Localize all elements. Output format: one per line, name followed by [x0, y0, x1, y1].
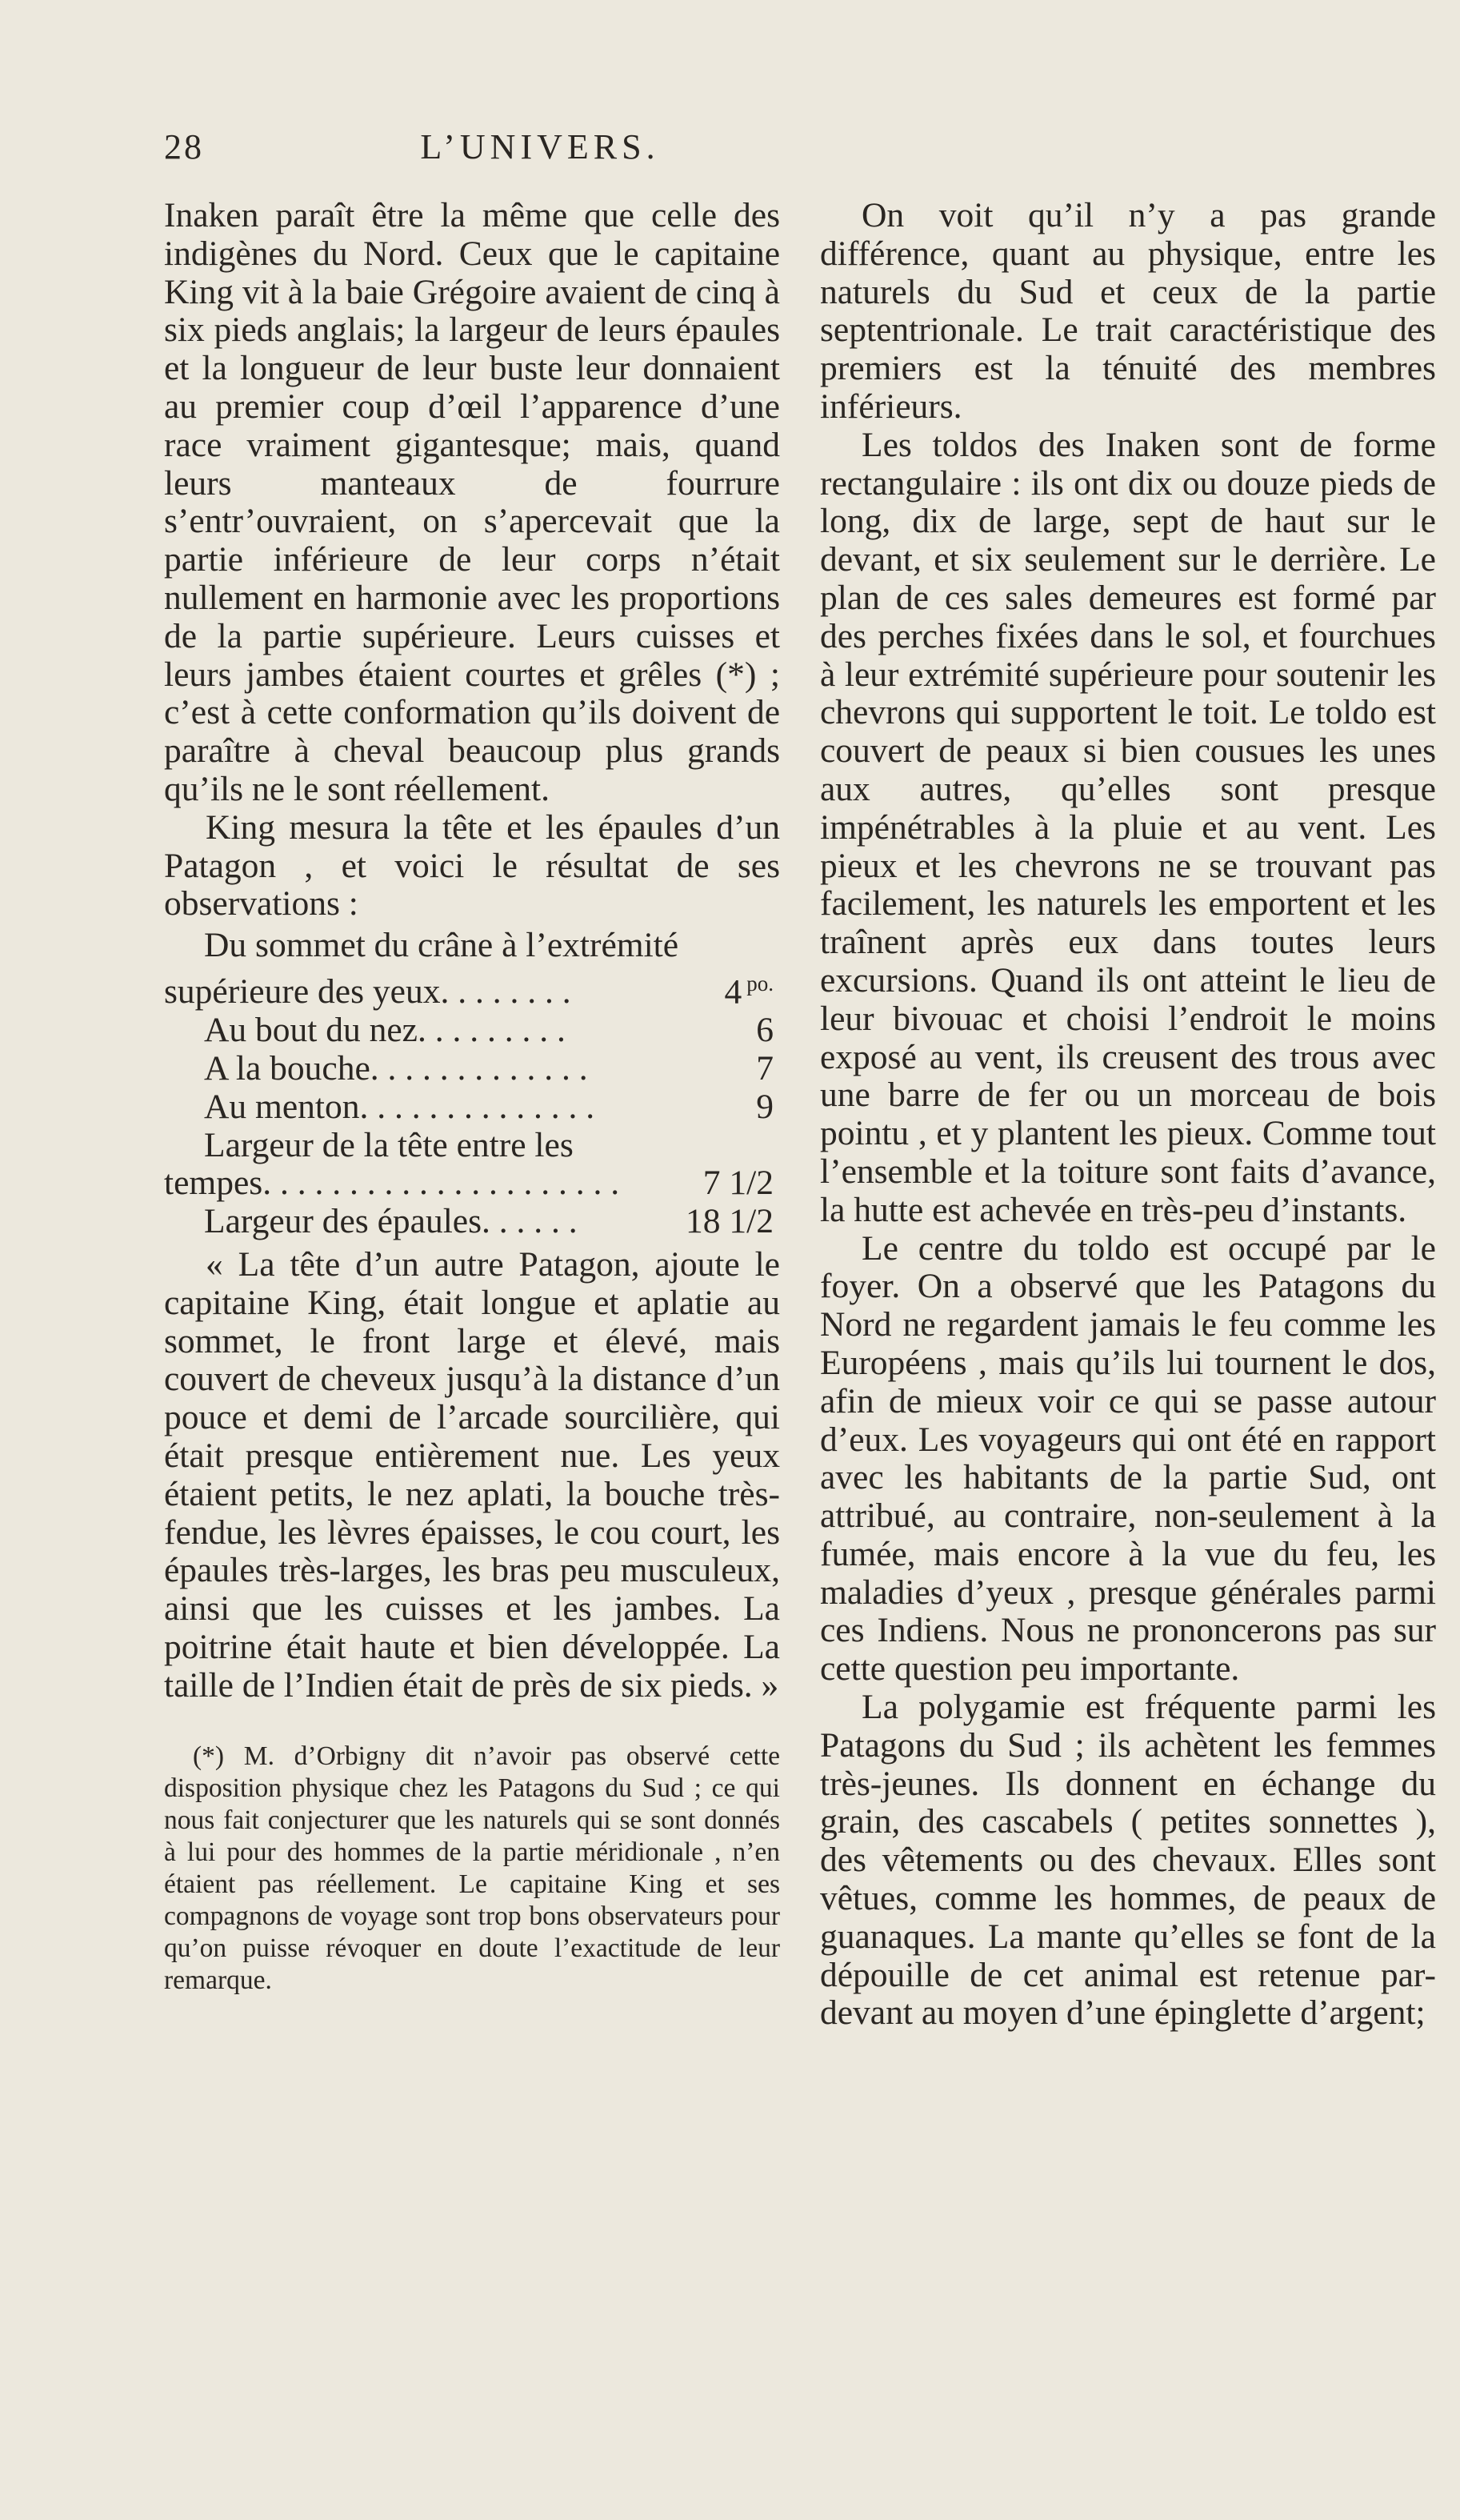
footnote-mark: (*)	[193, 1741, 225, 1771]
measurement-table	[164, 927, 780, 1241]
measurement-row-1-label: Du sommet du crâne à l’extrémité	[204, 926, 679, 965]
page-number: 28	[164, 127, 204, 166]
measurement-row-4	[164, 1088, 780, 1127]
left-paragraph-2: King mesura la tête et les épaules d’un Patagon , et voici le résultat de ses observations :	[164, 807, 780, 923]
measurement-row-2	[164, 1012, 780, 1050]
measurement-row-6-value: 18 1/2	[686, 1202, 774, 1241]
measurement-row-6	[164, 1203, 780, 1241]
measurement-value-text: 4	[724, 972, 742, 1012]
left-paragraph-1: Inaken paraît être la même que celle des indigènes du Nord. Ceux que le capitaine King vit à la baie Grégoire avaient de cinq à six pieds anglais; la largeur de leurs épaules et la longueur de leur buste leur donnaient au premier coup d’œil l’apparence d’une race vraiment gigantesque; mais, quand leurs manteaux de fourrure s’entr’ouvraient, on s’apercevait que la partie inférieure de leur corps n’était nullement en harmonie avec les proportions de la partie supérieure. Leurs cuisses et leurs jambes étaient courtes et grêles (*) ; c’est à cette conformation qu’ils doivent de paraître à cheval beaucoup plus grands qu’ils ne le sont réellement.	[164, 196, 780, 808]
measurement-row-3-label: A la bouche. . . . . . . . . . . . .	[204, 1050, 588, 1088]
footnote-text: M. d’Orbigny dit n’avoir pas observé cette disposition physique chez les Patagons du Sud ; ce qui nous fait conjecturer que les naturels qui se sont donnés à lui pour des hommes de la partie méridionale , n’en étaient pas réellement. Le capitaine King et ses compagnons de voyage sont trop bons observateurs pour qu’on puisse révoquer en doute l’exactitude de leur remarque.	[164, 1741, 781, 1995]
measurement-row-5-label: Largeur de la tête entre les	[204, 1125, 574, 1164]
right-paragraph-4: La polygamie est fréquente parmi les Patagons du Sud ; ils achètent les femmes très-jeunes. Ils donnent en échange du grain, des cascabels ( petites sonnettes ), des vêtements ou des chevaux. Elles sont vêtues, comme les hommes, de peaux de guanaques. La mante qu’elles se font de la dépouille de cet animal est retenue par-devant au moyen d’une épinglette d’argent;	[820, 1688, 1436, 2033]
measurement-row-6-label: Largeur des épaules. . . . . .	[204, 1203, 578, 1241]
measurement-row-3	[164, 1050, 780, 1088]
right-paragraph-2: Les toldos des Inaken sont de forme rectangulaire : ils ont dix ou douze pieds de long, dix de large, sept de haut sur le devant, et six seulement sur le derrière. Le plan de ces sales demeures est formé par des perches fixées dans le sol, et fourchues à leur extrémité supérieure pour soutenir les chevrons qui supportent le toit. Le toldo est couvert de peaux si bien cousues les unes aux autres, qu’elles sont presque impénétrables à la pluie et au vent. Les pieux et les chevrons ne se trouvant pas facilement, les naturels les emportent et les traînent après eux dans toutes leurs excursions. Quand ils ont atteint le lieu de leur bivouac et choisi l’endroit le moins exposé au vent, ils creusent des trous avec une barre de fer ou un morceau de bois pointu , et y plantent les pieux. Comme tout l’ensemble et la toiture sont faits d’avance, la hutte est achevée en très-peu d’instants.	[820, 425, 1436, 1229]
measurement-row-1-value	[670, 965, 780, 1012]
measurement-row-1-label-cont: supérieure des yeux. . . . . . . .	[164, 973, 571, 1012]
left-column	[164, 197, 780, 1997]
measurement-row-3-value: 7	[756, 1049, 774, 1088]
measurement-row-5-value: 7 1/2	[702, 1164, 774, 1203]
page-header	[164, 126, 916, 167]
measurement-row-4-value: 9	[756, 1087, 774, 1126]
measurement-row-4-label: Au menton. . . . . . . . . . . . . .	[204, 1088, 595, 1126]
running-title: L’UNIVERS.	[420, 127, 660, 166]
right-column	[820, 197, 1436, 2033]
right-paragraph-1: On voit qu’il n’y a pas grande différence, quant au physique, entre les naturels du Sud et ceux de la partie septentrionale. Le trait caractéristique des premiers est la ténuité des membres inférieurs.	[820, 196, 1436, 426]
left-quote-paragraph: « La tête d’un autre Patagon, ajoute le capitaine King, était longue et aplatie au sommet, le front large et élevé, mais couvert de cheveux jusqu’à la distance d’un pouce et demi de l’arcade sourcilière, qui était presque entièrement nue. Les yeux étaient petits, le nez aplati, la bouche très-fendue, les lèvres épaisses, le cou court, les épaules très-larges, les bras peu musculeux, ainsi que les cuisses et les jambes. La poitrine était haute et bien développée. La taille de l’Indien était de près de six pieds. »	[164, 1245, 780, 1705]
measurement-row-2-value: 6	[756, 1011, 774, 1050]
right-paragraph-3: Le centre du toldo est occupé par le foyer. On a observé que les Patagons du Nord ne regardent jamais le feu comme les Européens , mais qu’ils lui tournent le dos, afin de mieux voir ce qui se passe autour d’eux. Les voyageurs qui ont été en rapport avec les habitants de la partie Sud, ont attribué, au contraire, non-seulement à la fumée, mais encore à la vue du feu, les maladies d’yeux , presque générales parmi ces Indiens. Nous ne prononcerons pas sur cette question peu importante.	[820, 1228, 1436, 1689]
measurement-unit: po.	[746, 971, 774, 996]
measurement-row-5	[164, 1164, 780, 1203]
measurement-row-1	[164, 965, 780, 1012]
measurement-row-5-label-cont: tempes. . . . . . . . . . . . . . . . . . . . .	[164, 1164, 620, 1203]
measurement-row-2-label: Au bout du nez. . . . . . . . .	[204, 1012, 566, 1050]
footnote	[164, 1741, 780, 1997]
